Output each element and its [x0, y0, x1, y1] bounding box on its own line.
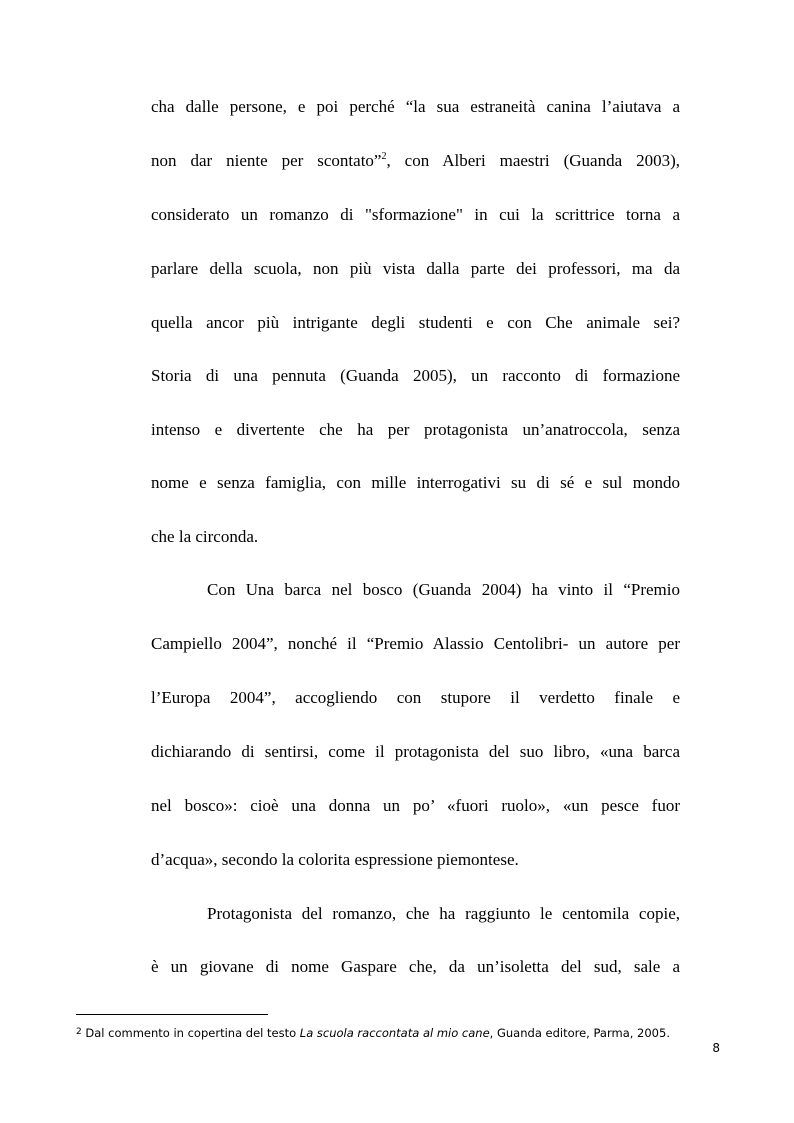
footnote-book-title: La scuola raccontata al mio cane	[299, 1026, 490, 1040]
body-line-last: d’acqua», secondo la colorita espressione piemontese.	[151, 850, 519, 869]
body-line: dichiarando di sentirsi, come il protagonista del suo libro, «una barca	[151, 742, 680, 761]
body-line-text: , con Alberi maestri (Guanda 2003),	[386, 151, 680, 170]
body-line: l’Europa 2004”, accogliendo con stupore il verdetto finale e	[151, 688, 680, 707]
body-line-text: non dar niente per scontato”	[151, 151, 382, 170]
body-line	[151, 150, 680, 172]
footnote-text: , Guanda editore, Parma, 2005.	[489, 1026, 670, 1040]
paragraph-first-line: Protagonista del romanzo, che ha raggiunto le centomila copie,	[207, 904, 680, 923]
body-line: intenso e divertente che ha per protagonista un’anatroccola, senza	[151, 420, 680, 439]
body-line: quella ancor più intrigante degli studenti e con Che animale sei?	[151, 313, 680, 332]
body-line: considerato un romanzo di "sformazione" in cui la scrittrice torna a	[151, 205, 680, 224]
footnote-separator	[76, 1014, 268, 1015]
body-line: cha dalle persone, e poi perché “la sua estraneità canina l’aiutava a	[151, 97, 680, 116]
footnote	[76, 1024, 696, 1041]
page-number: 8	[712, 1041, 720, 1055]
body-line: Storia di una pennuta (Guanda 2005), un racconto di formazione	[151, 366, 680, 385]
body-line: è un giovane di nome Gaspare che, da un’isoletta del sud, sale a	[151, 957, 680, 976]
footnote-text: Dal commento in copertina del testo	[81, 1026, 300, 1040]
body-line: nome e senza famiglia, con mille interrogativi su di sé e sul mondo	[151, 473, 680, 492]
paragraph-first-line: Con Una barca nel bosco (Guanda 2004) ha vinto il “Premio	[207, 580, 680, 599]
body-line-last: che la circonda.	[151, 527, 259, 546]
body-line: nel bosco»: cioè una donna un po’ «fuori ruolo», «un pesce fuor	[151, 796, 680, 815]
body-line: Campiello 2004”, nonché il “Premio Alassio Centolibri- un autore per	[151, 634, 680, 653]
footnote-reference: 2	[381, 151, 387, 162]
footnote-number: 2	[76, 1027, 82, 1037]
body-line: parlare della scuola, non più vista dalla parte dei professori, ma da	[151, 259, 680, 278]
